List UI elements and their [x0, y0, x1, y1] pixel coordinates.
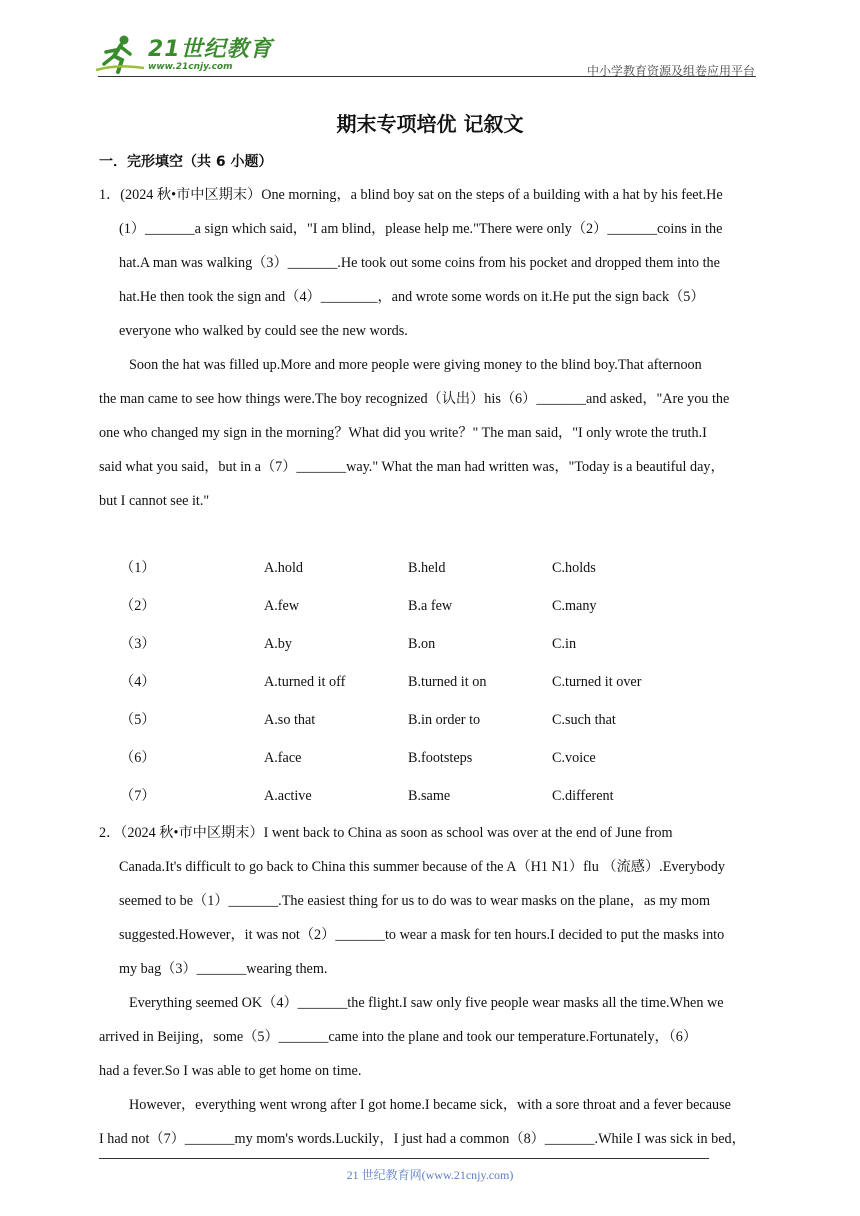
- q2-line: had a fever.So I was able to get home on time.: [99, 1063, 362, 1079]
- q1-line: (1）_______a sign which said，"I am blind，please help me."There were only（2）_______coins in the: [119, 221, 723, 237]
- option-a: A.face: [264, 750, 302, 766]
- option-row: [120, 779, 760, 817]
- q2-line: seemed to be（1）_______.The easiest thing for us to do was to wear masks on the plane，as my mom: [119, 893, 711, 909]
- logo-text: 21世纪教育: [148, 36, 273, 62]
- option-b: B.footsteps: [408, 750, 473, 766]
- question-2: [99, 816, 763, 1156]
- option-a: A.few: [264, 598, 300, 614]
- q1-line: hat.A man was walking（3）_______.He took out some coins from his pocket and dropped them into the: [119, 255, 720, 271]
- option-row: [120, 703, 760, 741]
- option-a: A.hold: [264, 560, 304, 576]
- q2-line: Canada.It's difficult to go back to China this summer because of the A（H1 N1）flu （流感）.Everybody: [119, 859, 725, 875]
- q2-line: my bag（3）_______wearing them.: [119, 961, 328, 977]
- section-heading: 一．完形填空（共 6 小题）: [99, 154, 273, 170]
- option-a: A.so that: [264, 712, 316, 728]
- option-c: C.many: [552, 598, 597, 614]
- option-row: [120, 589, 760, 627]
- q2-line: arrived in Beijing，some（5）_______came into the plane and took our temperature.Fortunately，（6）: [99, 1029, 698, 1045]
- option-number: （7）: [120, 788, 156, 804]
- option-number: （5）: [120, 712, 156, 728]
- option-number: （4）: [120, 674, 156, 690]
- q1-line: 1．(2024 秋•市中区期末）One morning，a blind boy sat on the steps of a building with a hat by his feet.He: [99, 187, 723, 203]
- option-number: （3）: [120, 636, 156, 652]
- q1-line: the man came to see how things were.The boy recognized（认出）his（6）_______and asked，"Are you the: [99, 391, 730, 407]
- option-b: B.on: [408, 636, 436, 652]
- option-row: [120, 627, 760, 665]
- q2-line: However，everything went wrong after I got home.I became sick，with a sore throat and a fever because: [129, 1097, 731, 1113]
- logo-url: www.21cnjy.com: [148, 61, 233, 72]
- option-number: （6）: [120, 750, 156, 766]
- site-logo: [94, 34, 273, 76]
- option-b: B.a few: [408, 598, 453, 614]
- option-c: C.turned it over: [552, 674, 642, 690]
- page-title: 期末专项培优 记叙文: [336, 112, 524, 136]
- q2-line: 2．（2024 秋•市中区期末）I went back to China as soon as school was over at the end of June from: [99, 825, 673, 841]
- question-1: [99, 178, 763, 518]
- option-row: [120, 741, 760, 779]
- option-c: C.voice: [552, 750, 596, 766]
- q2-line: Everything seemed OK（4）_______the flight.I saw only five people wear masks all the time.When we: [129, 995, 724, 1011]
- q1-line: everyone who walked by could see the new words.: [119, 323, 408, 339]
- q1-line: said what you said，but in a（7）_______way." What the man had written was，"Today is a beautiful day，: [99, 459, 725, 475]
- q1-line: hat.He then took the sign and（4）________，and wrote some words on it.He put the sign back（5）: [119, 289, 705, 305]
- option-c: C.in: [552, 636, 577, 652]
- q2-line: I had not（7）_______my mom's words.Luckily，I just had a common（8）_______.While I was sick in bed，: [99, 1131, 746, 1147]
- page-footer: 21 世纪教育网(www.21cnjy.com): [346, 1168, 514, 1182]
- option-number: （1）: [120, 560, 156, 576]
- option-c: C.different: [552, 788, 614, 804]
- footer-divider: [99, 1158, 709, 1159]
- option-c: C.holds: [552, 560, 596, 576]
- option-row: [120, 551, 760, 589]
- q1-line: one who changed my sign in the morning？What did you write？" The man said，"I only wrote the truth.I: [99, 425, 707, 441]
- q2-line: suggested.However，it was not（2）_______to wear a mask for ten hours.I decided to put the masks into: [119, 927, 725, 943]
- option-number: （2）: [120, 598, 156, 614]
- answer-options-table: [120, 551, 760, 817]
- header-divider: [98, 76, 756, 77]
- option-c: C.such that: [552, 712, 616, 728]
- runner-logo-icon: [94, 34, 146, 76]
- option-a: A.turned it off: [264, 674, 346, 690]
- q1-line: but I cannot see it.": [99, 493, 210, 509]
- q1-line: Soon the hat was filled up.More and more people were giving money to the blind boy.That afternoon: [129, 357, 702, 373]
- page-header: [0, 0, 860, 80]
- option-b: B.turned it on: [408, 674, 487, 690]
- option-a: A.active: [264, 788, 312, 804]
- option-b: B.held: [408, 560, 446, 576]
- option-b: B.in order to: [408, 712, 481, 728]
- option-b: B.same: [408, 788, 451, 804]
- platform-tagline: 中小学教育资源及组卷应用平台: [586, 64, 755, 78]
- option-a: A.by: [264, 636, 292, 652]
- option-row: [120, 665, 760, 703]
